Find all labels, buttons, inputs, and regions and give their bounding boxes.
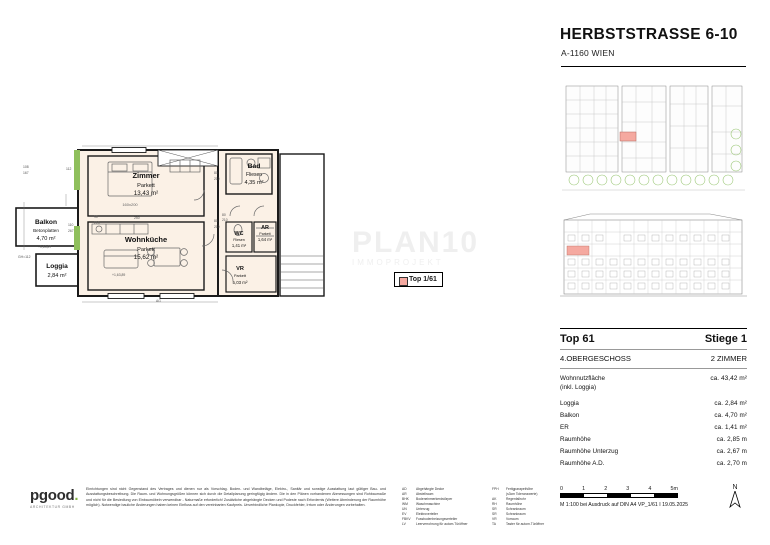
abbrev-value: Bodeneinmerkerdstörper bbox=[416, 497, 453, 501]
unit-top-label: Top 61 bbox=[560, 333, 595, 345]
room-label-loggia: Loggia bbox=[46, 263, 68, 270]
unit-area-label bbox=[560, 374, 605, 392]
info-row-value: ca. 4,70 m² bbox=[714, 412, 747, 420]
abbrev-key: AR bbox=[402, 492, 407, 496]
plan-dim: 210 bbox=[214, 177, 220, 181]
abbreviation-list-1 bbox=[402, 487, 490, 527]
info-row-value: ca. 2,70 m bbox=[716, 460, 747, 468]
room-label-balkon: Balkon bbox=[35, 219, 57, 226]
room-label-vr: VR bbox=[236, 266, 244, 272]
room-area-wohnkueche: 15,62 m² bbox=[133, 254, 159, 261]
site-plan bbox=[560, 80, 747, 205]
plan-dim: AG bbox=[156, 299, 161, 303]
scale-ticks bbox=[560, 486, 678, 492]
scale-tick: 1 bbox=[582, 486, 586, 492]
room-dim-zimmer: 160x200 bbox=[122, 202, 138, 207]
info-row-label: Balkon bbox=[560, 412, 580, 420]
abbrev-value: Elektroverteiler bbox=[416, 512, 438, 516]
abbrev-value: Abstellraum bbox=[416, 492, 434, 496]
plan-dim: 110 bbox=[68, 223, 74, 227]
scale-tick: 3 bbox=[626, 486, 630, 492]
abbrev-value: Fussbodenheizungsverteiler bbox=[416, 517, 458, 521]
unit-floor: 4.OBERGESCHOSS bbox=[560, 354, 631, 363]
abbrev-key: VR bbox=[492, 517, 497, 521]
abbrev-value: (s3cm Toleranzwerte) bbox=[506, 492, 538, 496]
unit-marker-swatch bbox=[399, 277, 408, 286]
plan-dim: 267 bbox=[68, 229, 74, 233]
watermark bbox=[352, 226, 479, 267]
abbrev-key: EV bbox=[402, 512, 407, 516]
scale-tick: 4 bbox=[648, 486, 652, 492]
info-row-label: ER bbox=[560, 424, 569, 432]
room-area-balkon: 4,70 m² bbox=[36, 236, 56, 242]
company-logo bbox=[30, 487, 86, 509]
room-floor-ar: Parkett bbox=[259, 232, 271, 236]
abbrev-value: Abgehängte Decke bbox=[416, 487, 445, 491]
room-area-bad: 4,35 m² bbox=[244, 180, 264, 186]
abbrev-value: Leerverrohrung für autom.Türöffner bbox=[416, 522, 468, 526]
scale-bar-group bbox=[560, 486, 690, 508]
info-row bbox=[560, 410, 747, 422]
project-title: HERBSTSTRASSE 6-10 bbox=[560, 26, 738, 43]
plan-dim: 80 bbox=[214, 171, 218, 175]
info-row-label: Raumhöhe A.D. bbox=[560, 460, 605, 468]
info-row bbox=[560, 434, 747, 446]
plan-dim: 210 bbox=[94, 221, 100, 225]
info-row-label: Raumhöhe bbox=[560, 436, 591, 444]
room-floor-balkon: Betonplatten bbox=[33, 228, 59, 233]
plan-dim: 108 bbox=[23, 165, 29, 169]
room-label-wc: WC bbox=[234, 231, 244, 237]
plan-dim: 167 bbox=[23, 171, 29, 175]
room-floor-zimmer: Parkett bbox=[137, 183, 155, 189]
abbrev-key: RH bbox=[492, 502, 497, 506]
plan-dim: 210 bbox=[214, 225, 220, 229]
abbrev-value: Fertigparapethöhe bbox=[506, 487, 533, 491]
unit-marker-text: Top 1/61 bbox=[409, 276, 437, 283]
room-area-ar: 1,64 m² bbox=[257, 237, 273, 242]
plan-dim: 250 bbox=[134, 216, 140, 220]
abbrev-value: Schrankraum bbox=[506, 507, 526, 511]
unit-area-row bbox=[560, 369, 747, 398]
scale-note: M 1:100 bei Ausdruck auf DIN A4 VP_1/61 I 19.05.2025 bbox=[560, 502, 689, 508]
room-label-zimmer: Zimmer bbox=[132, 171, 160, 180]
north-letter: N bbox=[732, 484, 738, 491]
highlighted-unit bbox=[620, 132, 636, 141]
unit-area-label-line2: (inkl. Loggia) bbox=[560, 384, 597, 392]
scale-tick: 2 bbox=[604, 486, 608, 492]
room-label-bad: Bad bbox=[247, 163, 261, 170]
abbrev-key: UN bbox=[402, 507, 407, 511]
abbrev-key: SR bbox=[492, 512, 497, 516]
abbrev-key: SR bbox=[492, 507, 497, 511]
north-arrow bbox=[718, 484, 752, 511]
room-area-wc: 1,41 m² bbox=[231, 243, 247, 248]
room-floor-wohnkueche: Parkett bbox=[137, 247, 155, 253]
header-divider bbox=[561, 66, 746, 67]
info-row-value: ca. 2,85 m bbox=[716, 436, 747, 444]
info-row-value: ca. 2,84 m² bbox=[714, 400, 747, 408]
abbrev-key: AD bbox=[402, 487, 407, 491]
legal-disclaimer: Einrichtungen sind nicht Gegenstand des Vertrages und dienen nur als Vorschlag. Boden- und Wandbeläge, Elektro-, Sanitär und sonstige Ausstattung laut gültiger Bau- und Ausstattungsbeschreibung. Die Raum- und Wohnungsgrößen können sich durch die Detailplanung geringfügig ändern. Die in den Plänen vorhandenen Abmessungen sind Rohbaumaße und nicht für die Besiedlung von Einbaumöbeln verwendbar - Naturmaße erforderlich! Zusätzliche abgehängte Decken und Podeste nach Erfordernis (Weitere Abminderung der Raumhöhe möglich). Notwendige bauliche Änderungen haben keinen Einfluss auf den vereinbarten Kaufpreis. Unverbindliche Plankopie, Druckfehler, Irrtum oder Änderungen vorbehalten. bbox=[86, 487, 386, 508]
abbrev-value: Waschmaschine bbox=[416, 502, 441, 506]
unit-info-table bbox=[560, 328, 747, 470]
unit-marker-label bbox=[394, 272, 443, 287]
abbrev-key: FBKV bbox=[402, 517, 411, 521]
info-row bbox=[560, 446, 747, 458]
info-row-value: ca. 2,67 m bbox=[716, 448, 747, 456]
room-area-loggia: 2,84 m² bbox=[47, 273, 67, 279]
info-row-value: ca. 1,41 m² bbox=[714, 424, 747, 432]
floor-plan bbox=[8, 130, 408, 330]
plan-dim: 80 bbox=[214, 219, 218, 223]
info-row bbox=[560, 422, 747, 434]
logo-tagline: ARCHITEKTUR GMBH bbox=[30, 505, 75, 509]
highlighted-unit-elevation bbox=[567, 246, 589, 255]
logo-word-text: pgood bbox=[30, 487, 75, 504]
abbreviation-list-2 bbox=[492, 487, 554, 527]
info-row-label: Loggia bbox=[560, 400, 579, 408]
unit-stair-label: Stiege 1 bbox=[704, 333, 747, 345]
room-floor-wc: Fliesen bbox=[233, 238, 245, 242]
plan-dim: 112 bbox=[66, 167, 72, 171]
abbrev-row bbox=[402, 522, 490, 527]
abbrev-key: WM bbox=[402, 502, 408, 506]
abbrev-value: Regenfallrohr bbox=[506, 497, 526, 501]
abbrev-value: Vorraum bbox=[506, 517, 519, 521]
watermark-text: PLAN10 bbox=[352, 226, 480, 259]
abbrev-row bbox=[492, 522, 554, 527]
unit-rooms: 2 ZIMMER bbox=[710, 354, 747, 363]
room-floor-bad: Fliesen bbox=[245, 172, 263, 178]
info-row-label: Raumhöhe Unterzug bbox=[560, 448, 619, 456]
room-area-vr: 5,03 m² bbox=[232, 280, 248, 285]
plan-dim: GH=112 bbox=[18, 255, 31, 259]
plan-dim: 90 bbox=[94, 215, 98, 219]
logo-accent-dot: . bbox=[74, 487, 79, 504]
abbrev-key: FPH bbox=[492, 487, 499, 491]
building-elevation bbox=[560, 212, 747, 317]
abbrev-value: Schrankraum bbox=[506, 512, 526, 516]
watermark-subtext: IMMOPROJEKT bbox=[352, 258, 444, 267]
room-area-zimmer: 13,43 m² bbox=[133, 190, 159, 197]
scale-tick: 5m bbox=[670, 486, 678, 492]
abbrev-key: LV bbox=[402, 522, 406, 526]
abbrev-key: BHK bbox=[402, 497, 409, 501]
unit-area-value: ca. 43,42 m² bbox=[710, 375, 747, 382]
plan-dim: 80 bbox=[222, 213, 226, 217]
room-label-wohnkueche: Wohnküche bbox=[124, 235, 168, 244]
unit-floor-row bbox=[560, 350, 747, 368]
abbrev-value: Taster für autom.Türöffner bbox=[506, 522, 545, 526]
unit-area-label-line1: Wohnnutzfläche bbox=[560, 375, 606, 382]
abbrev-key: AK bbox=[492, 497, 497, 501]
project-address: A-1160 WIEN bbox=[561, 48, 615, 58]
room-floor-vr: Parkett bbox=[233, 274, 247, 278]
scale-tick: 0 bbox=[560, 486, 563, 492]
unit-header-row bbox=[560, 329, 747, 349]
abbrev-key: TA bbox=[492, 522, 496, 526]
plan-dim: 210 bbox=[222, 218, 228, 222]
abbrev-value: Raumhöhe bbox=[506, 502, 523, 506]
plan-dim: +1,63,87 bbox=[38, 245, 52, 249]
scale-bar bbox=[560, 493, 678, 498]
info-row bbox=[560, 398, 747, 410]
info-row bbox=[560, 458, 747, 470]
logo-wordmark bbox=[30, 487, 86, 504]
abbrev-value: Unterzug bbox=[416, 507, 430, 511]
plan-dim: +1,63,89 bbox=[112, 273, 126, 277]
room-label-ar: AR bbox=[261, 225, 269, 231]
